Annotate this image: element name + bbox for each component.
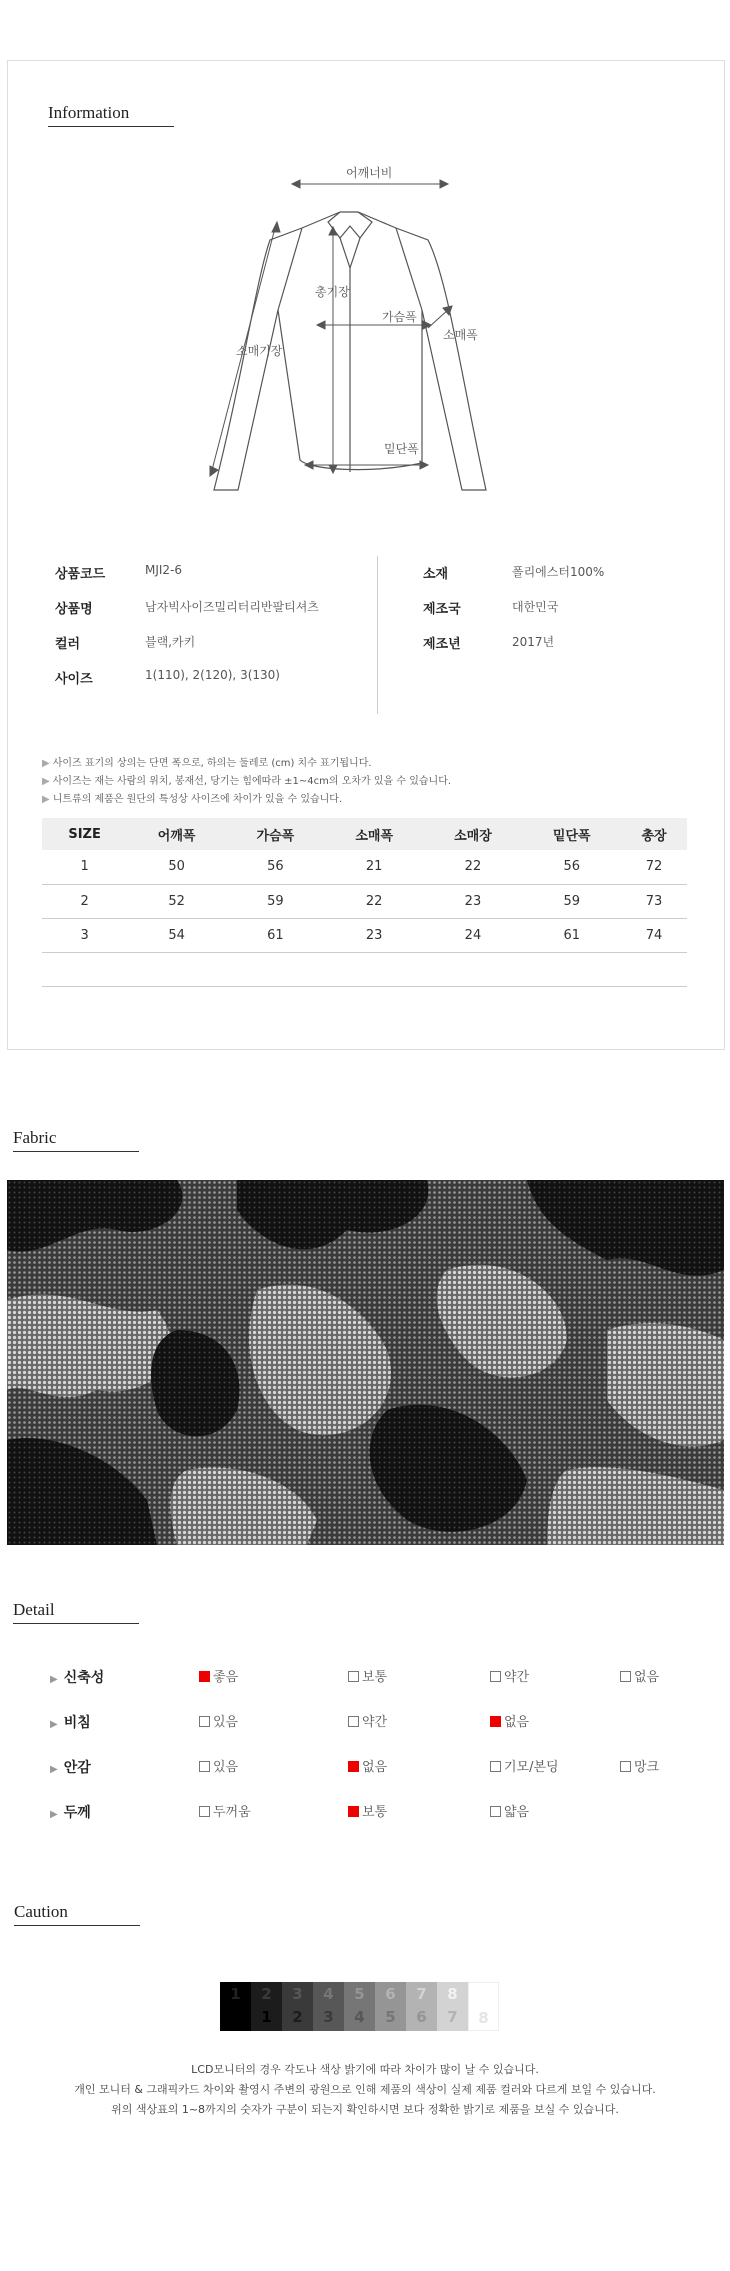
gray-swatch: 2 1 [251, 1982, 282, 2031]
size-cell: 23 [325, 918, 424, 952]
size-cell: 50 [127, 850, 226, 884]
seethrough-option-none[interactable]: 없음 [490, 1711, 529, 1730]
detail-label-stretch: ▶ 신축성 [50, 1670, 105, 1686]
gray-swatch: 3 2 [282, 1982, 313, 2031]
spec-value-name: 남자빅사이즈밀리터리반팔티셔츠 [145, 600, 319, 614]
gray-swatch: 1 [220, 1982, 251, 2031]
caution-title: Caution [14, 1902, 68, 1921]
fabric-underline [13, 1151, 139, 1152]
size-cell: 61 [522, 918, 621, 952]
lining-option-yes[interactable]: 있음 [199, 1756, 238, 1775]
spec-value-size: 1(110), 2(120), 3(130) [145, 668, 280, 682]
size-cell: 52 [127, 884, 226, 918]
stretch-option-normal[interactable]: 보통 [348, 1666, 387, 1685]
spec-label-year: 제조년 [423, 637, 461, 652]
detail-label-lining: ▶ 안감 [50, 1760, 91, 1776]
thickness-option-thick[interactable]: 두꺼움 [199, 1801, 251, 1820]
caution-line: LCD모니터의 경우 각도나 색상 밝기에 따라 차이가 많이 날 수 있습니다. [191, 2063, 539, 2076]
size-header-cell: 어깨폭 [127, 818, 226, 850]
gray-swatch: 8 7 [437, 1982, 468, 2031]
size-cell: 23 [424, 884, 523, 918]
table-row [42, 884, 687, 918]
spec-divider [377, 556, 378, 714]
size-cell: 1 [42, 850, 127, 884]
spec-label-size: 사이즈 [55, 672, 93, 687]
size-cell: 2 [42, 884, 127, 918]
table-row [42, 952, 687, 986]
fabric-title: Fabric [13, 1128, 57, 1147]
size-table [42, 818, 687, 987]
size-header-cell: 소매폭 [325, 818, 424, 850]
size-note: ▶ 사이즈는 재는 사람의 위치, 봉재선, 당기는 힘에따라 ±1~4cm의 오차가 있을 수 있습니다. [42, 776, 452, 787]
seethrough-option-slight[interactable]: 약간 [348, 1711, 387, 1730]
gray-swatch: 8 [468, 1982, 499, 2031]
size-cell: 59 [226, 884, 325, 918]
size-note: ▶ 사이즈 표기의 상의는 단면 폭으로, 하의는 둘레로 (cm) 치수 표기됩니다. [42, 758, 372, 769]
label-hem: 밑단폭 [384, 442, 419, 456]
label-chest: 가슴폭 [382, 310, 417, 324]
label-shoulder: 어깨너비 [346, 166, 393, 180]
spec-label-code: 상품코드 [55, 567, 106, 582]
lining-option-mesh[interactable]: 망크 [620, 1756, 659, 1775]
stretch-option-none[interactable]: 없음 [620, 1666, 659, 1685]
size-cell: 3 [42, 918, 127, 952]
gray-swatch: 5 4 [344, 1982, 375, 2031]
spec-value-material: 폴리에스터100% [512, 565, 605, 579]
size-cell: 61 [226, 918, 325, 952]
thickness-option-normal[interactable]: 보통 [348, 1801, 387, 1820]
thickness-option-thin[interactable]: 얇음 [490, 1801, 529, 1820]
information-title: Information [48, 103, 130, 122]
shirt-size-diagram [200, 160, 530, 500]
information-underline [48, 126, 174, 127]
size-cell: 59 [522, 884, 621, 918]
gray-swatch: 7 6 [406, 1982, 437, 2031]
size-cell: 56 [226, 850, 325, 884]
grayscale-chart [220, 1982, 499, 2031]
size-cell: 22 [325, 884, 424, 918]
size-note: ▶ 니트류의 제품은 원단의 특성상 사이즈에 차이가 있을 수 있습니다. [42, 794, 343, 805]
size-cell: 74 [621, 918, 687, 952]
seethrough-option-yes[interactable]: 있음 [199, 1711, 238, 1730]
lining-option-brushed[interactable]: 기모/본딩 [490, 1756, 559, 1775]
caution-line: 개인 모니터 & 그래픽카드 차이와 촬영시 주변의 광원으로 인해 제품의 색상이 실제 제품 컬러와 다르게 보일 수 있습니다. [74, 2083, 656, 2096]
fabric-photo [7, 1180, 724, 1545]
detail-underline [13, 1623, 139, 1624]
size-cell: 73 [621, 884, 687, 918]
spec-value-code: MJI2-6 [145, 563, 183, 577]
size-cell: 54 [127, 918, 226, 952]
stretch-option-good[interactable]: 좋음 [199, 1666, 238, 1685]
label-sleeve-length: 소매기장 [236, 344, 283, 358]
detail-label-thickness: ▶ 두께 [50, 1805, 91, 1821]
size-header-cell: 가슴폭 [226, 818, 325, 850]
label-sleeve-width: 소매폭 [443, 328, 478, 342]
size-header-cell: 총장 [621, 818, 687, 850]
size-cell: 22 [424, 850, 523, 884]
size-header-cell: SIZE [42, 818, 127, 850]
detail-title: Detail [13, 1600, 55, 1619]
size-header-cell: 소매장 [424, 818, 523, 850]
spec-value-color: 블랙,카키 [145, 635, 196, 649]
gray-swatch: 4 3 [313, 1982, 344, 2031]
caution-line: 위의 색상표의 1~8까지의 숫자가 구분이 되는지 확인하시면 보다 정확한 밝기로 제품을 보실 수 있습니다. [111, 2103, 619, 2116]
size-cell: 24 [424, 918, 523, 952]
spec-label-name: 상품명 [55, 602, 93, 617]
spec-label-color: 컬러 [55, 637, 81, 652]
size-table-header [42, 818, 687, 850]
size-cell: 21 [325, 850, 424, 884]
size-cell: 72 [621, 850, 687, 884]
spec-value-country: 대한민국 [512, 600, 559, 614]
spec-label-country: 제조국 [423, 602, 461, 617]
spec-value-year: 2017년 [512, 635, 555, 649]
size-header-cell: 밑단폭 [522, 818, 621, 850]
caution-underline [14, 1925, 140, 1926]
label-total-length: 총기장 [315, 285, 350, 299]
detail-label-seethrough: ▶ 비침 [50, 1715, 91, 1731]
gray-swatch: 6 5 [375, 1982, 406, 2031]
spec-label-material: 소재 [423, 567, 449, 582]
table-row [42, 850, 687, 884]
table-row [42, 918, 687, 952]
size-cell: 56 [522, 850, 621, 884]
camo-fabric-image [7, 1180, 724, 1545]
lining-option-none[interactable]: 없음 [348, 1756, 387, 1775]
stretch-option-slight[interactable]: 약간 [490, 1666, 529, 1685]
